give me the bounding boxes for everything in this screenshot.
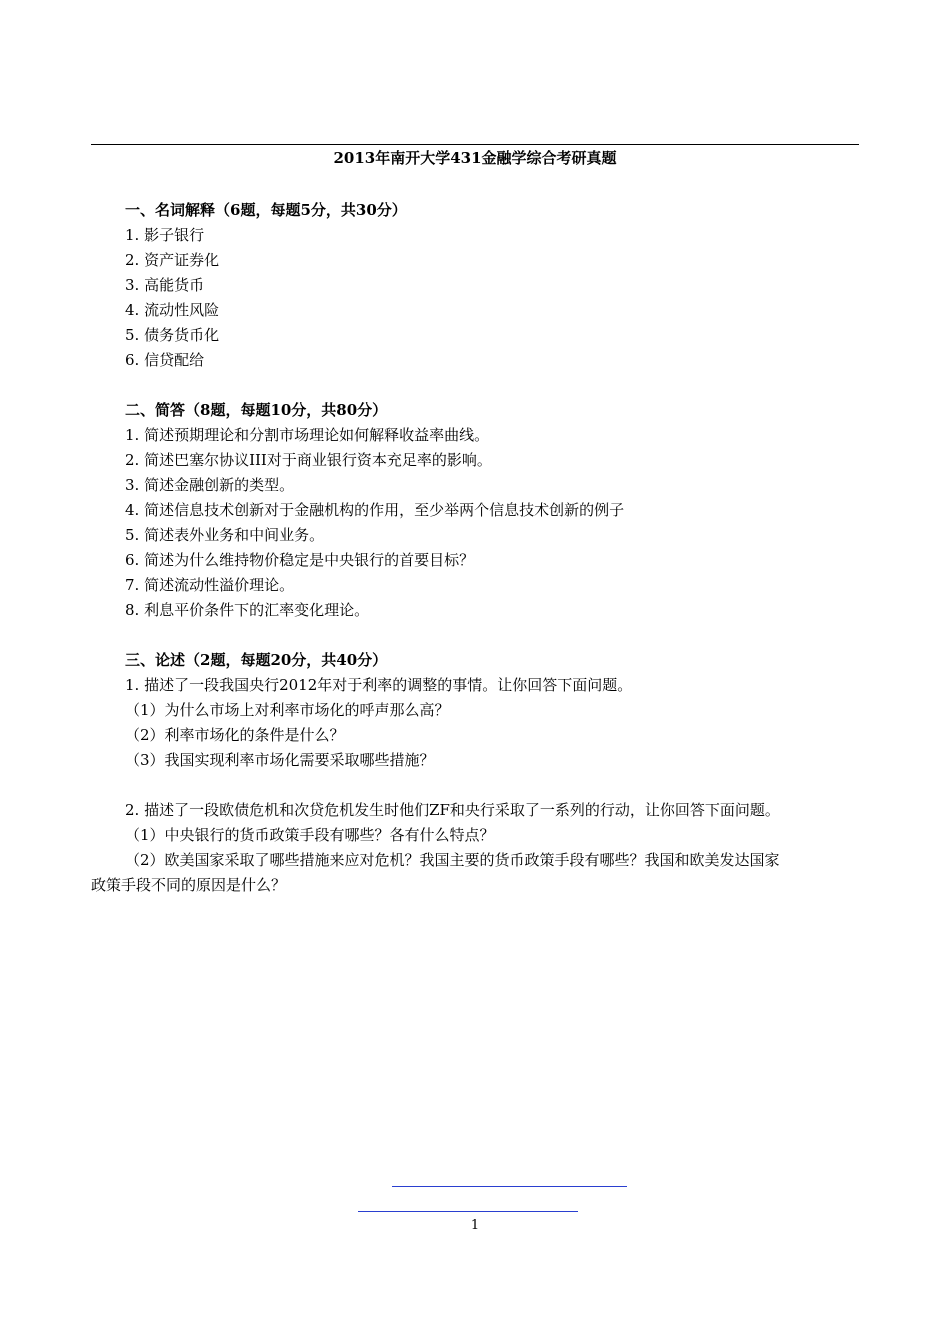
page-number: 1 bbox=[470, 1218, 480, 1233]
sub-question: （1）为什么市场上对利率市场化的呼声那么高？ bbox=[125, 701, 450, 719]
spacer bbox=[91, 623, 859, 648]
list-item: 4. 流动性风险 bbox=[125, 301, 220, 319]
section-3-heading: 三、论述（2题，每题20分，共40分） bbox=[125, 651, 388, 669]
footer-link-rule bbox=[358, 1211, 578, 1212]
list-item: 6. 信贷配给 bbox=[125, 351, 205, 369]
sub-question-continuation: 政策手段不同的原因是什么？ bbox=[91, 876, 287, 894]
sub-question: （2）利率市场化的条件是什么？ bbox=[125, 726, 345, 744]
sub-question: （2）欧美国家采取了哪些措施来应对危机？我国主要的货币政策手段有哪些？我国和欧美发达国家 bbox=[125, 851, 780, 869]
section-1-heading: 一、名词解释（6题，每题5分，共30分） bbox=[125, 201, 407, 219]
essay-question-1: 1. 描述了一段我国央行2012年对于利率的调整的事情。让你回答下面问题。 bbox=[125, 676, 633, 694]
sub-question: （1）中央银行的货币政策手段有哪些？各有什么特点？ bbox=[125, 826, 495, 844]
footer-link-rule bbox=[392, 1186, 627, 1187]
list-item: 5. 债务货币化 bbox=[125, 326, 220, 344]
essay-question-2: 2. 描述了一段欧债危机和次贷危机发生时他们ZF和央行采取了一系列的行动，让你回答下面问题。 bbox=[125, 801, 780, 819]
list-item: 2. 资产证券化 bbox=[125, 251, 220, 269]
list-item: 1. 简述预期理论和分割市场理论如何解释收益率曲线。 bbox=[125, 426, 490, 444]
list-item: 7. 简述流动性溢价理论。 bbox=[125, 576, 295, 594]
list-item: 8. 利息平价条件下的汇率变化理论。 bbox=[125, 601, 370, 619]
sub-question: （3）我国实现利率市场化需要采取哪些措施？ bbox=[125, 751, 435, 769]
spacer bbox=[91, 373, 859, 398]
list-item: 1. 影子银行 bbox=[125, 226, 205, 244]
list-item: 3. 简述金融创新的类型。 bbox=[125, 476, 295, 494]
list-item: 5. 简述表外业务和中间业务。 bbox=[125, 526, 325, 544]
document-title: 2013年南开大学431金融学综合考研真题 bbox=[333, 149, 617, 167]
section-2-heading: 二、简答（8题，每题10分，共80分） bbox=[125, 401, 388, 419]
list-item: 4. 简述信息技术创新对于金融机构的作用，至少举两个信息技术创新的例子 bbox=[125, 501, 625, 519]
document-body bbox=[91, 198, 859, 898]
spacer bbox=[91, 773, 859, 798]
list-item: 6. 简述为什么维持物价稳定是中央银行的首要目标？ bbox=[125, 551, 475, 569]
header-rule bbox=[91, 144, 859, 145]
list-item: 3. 高能货币 bbox=[125, 276, 205, 294]
list-item: 2. 简述巴塞尔协议III对于商业银行资本充足率的影响。 bbox=[125, 451, 492, 469]
